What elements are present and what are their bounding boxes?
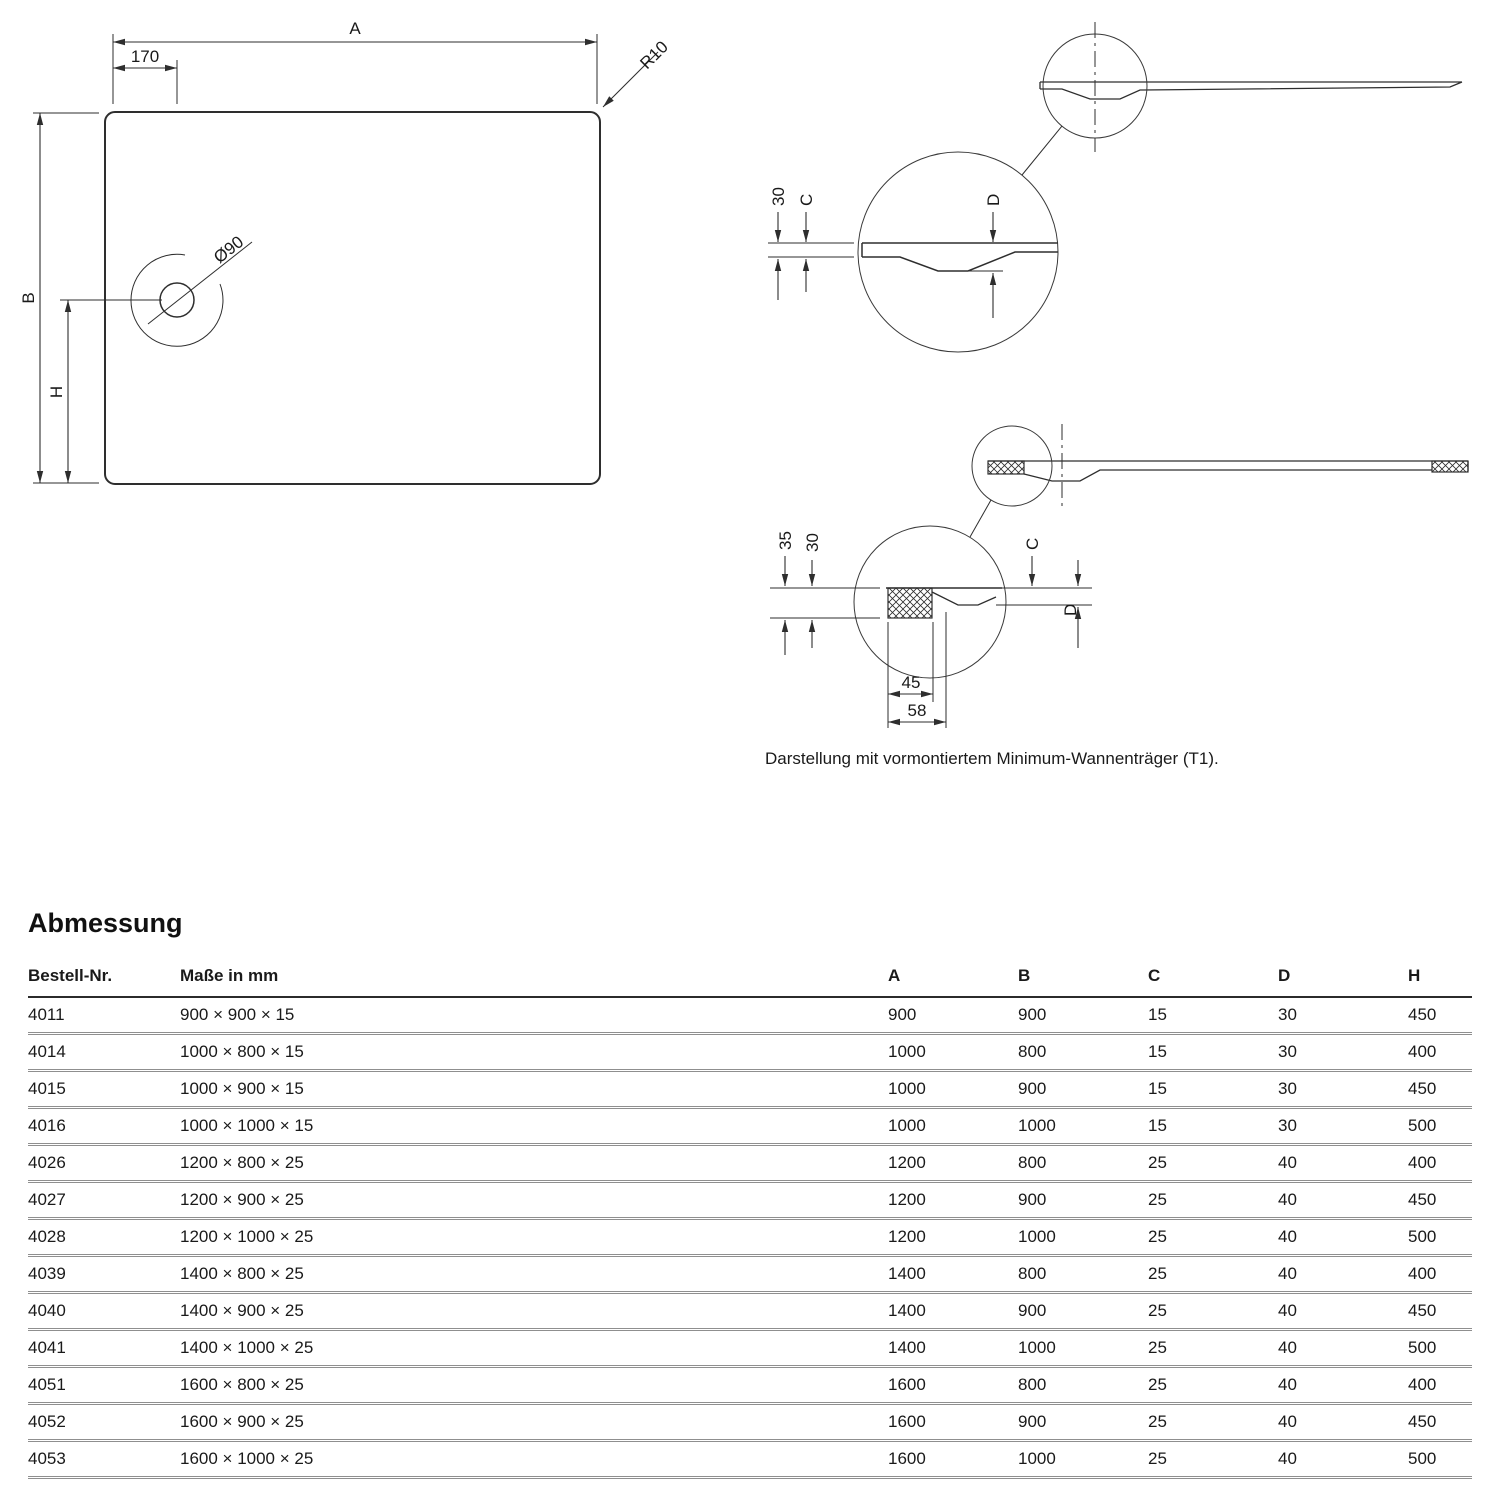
table-cell: 900: [1018, 1293, 1148, 1330]
table-row: [28, 1441, 1472, 1478]
dim-label-58: 58: [907, 701, 927, 720]
table-cell: 40: [1278, 1145, 1408, 1182]
table-cell: 15: [1148, 997, 1278, 1034]
table-cell: 4026: [28, 1145, 180, 1182]
section-view-top: [768, 22, 1462, 352]
dim-label-b: B: [19, 292, 38, 304]
table-cell: 800: [1018, 1256, 1148, 1293]
wannentraeger-block-right: [1432, 461, 1468, 472]
table-cell: 25: [1148, 1441, 1278, 1478]
table-cell: 25: [1148, 1145, 1278, 1182]
table-cell: 1400 × 900 × 25: [180, 1293, 888, 1330]
table-cell: 1600 × 900 × 25: [180, 1404, 888, 1441]
table-cell: 4011: [28, 997, 180, 1034]
dim-label-d: D: [984, 193, 1003, 206]
table-cell: 1200 × 1000 × 25: [180, 1219, 888, 1256]
table-cell: 1600: [888, 1441, 1018, 1478]
dim-label-h: H: [47, 385, 66, 399]
table-cell: 800: [1018, 1145, 1148, 1182]
detail-edge-profile: [862, 243, 1058, 271]
table-cell: 450: [1408, 1182, 1472, 1219]
col-header-masse: Maße in mm: [180, 966, 888, 997]
table-cell: 500: [1408, 1441, 1472, 1478]
table-cell: 1400 × 800 × 25: [180, 1256, 888, 1293]
table-cell: 1600: [888, 1367, 1018, 1404]
table-cell: 40: [1278, 1367, 1408, 1404]
dim2-label-d: D: [1061, 603, 1080, 616]
table-cell: 4014: [28, 1034, 180, 1071]
wannentraeger-block-left: [988, 461, 1024, 474]
table-cell: 40: [1278, 1330, 1408, 1367]
dim-label-c: C: [797, 193, 816, 206]
table-cell: 1000 × 900 × 15: [180, 1071, 888, 1108]
table-cell: 25: [1148, 1219, 1278, 1256]
table-cell: 800: [1018, 1034, 1148, 1071]
col-header-d: D: [1278, 966, 1408, 997]
detail-connector-line-2: [970, 500, 991, 537]
drain-diameter-label: Ø90: [210, 232, 248, 268]
dim-a-extension-lines: [113, 34, 597, 104]
table-cell: 30: [1278, 997, 1408, 1034]
table-cell: 40: [1278, 1256, 1408, 1293]
table-title: Abmessung: [28, 908, 183, 938]
dim-label-30: 30: [769, 187, 788, 206]
dimensions-table: [28, 966, 1472, 1479]
table-cell: 1200: [888, 1182, 1018, 1219]
table-cell: 30: [1278, 1108, 1408, 1145]
table-cell: 1200 × 900 × 25: [180, 1182, 888, 1219]
table-cell: 4040: [28, 1293, 180, 1330]
table-cell: 4052: [28, 1404, 180, 1441]
tray-outline: [105, 112, 600, 484]
table-row: [28, 1404, 1472, 1441]
table-row: [28, 1256, 1472, 1293]
dim-label-170: 170: [130, 47, 160, 66]
table-cell: 30: [1278, 1034, 1408, 1071]
col-header-a: A: [888, 966, 1018, 997]
table-row: [28, 1071, 1472, 1108]
table-cell: 4053: [28, 1441, 180, 1478]
drain-circle: [160, 283, 194, 317]
dim-b-extension-lines: [33, 113, 99, 483]
table-cell: 4015: [28, 1071, 180, 1108]
table-cell: 1200 × 800 × 25: [180, 1145, 888, 1182]
table-cell: 1400: [888, 1293, 1018, 1330]
table-row: [28, 1330, 1472, 1367]
table-cell: 450: [1408, 1404, 1472, 1441]
col-header-h: H: [1408, 966, 1472, 997]
table-cell: 400: [1408, 1256, 1472, 1293]
table-cell: 450: [1408, 997, 1472, 1034]
table-cell: 450: [1408, 1293, 1472, 1330]
table-cell: 400: [1408, 1367, 1472, 1404]
table-cell: 450: [1408, 1071, 1472, 1108]
table-body: [28, 997, 1472, 1478]
col-header-b: B: [1018, 966, 1148, 997]
table-cell: 15: [1148, 1108, 1278, 1145]
table-cell: 1200: [888, 1145, 1018, 1182]
col-header-bestell-nr: Bestell-Nr.: [28, 966, 180, 997]
table-cell: 1000: [888, 1108, 1018, 1145]
dim2-label-30: 30: [803, 533, 822, 552]
section-view-bottom: [770, 424, 1468, 728]
table-cell: 900: [1018, 1182, 1148, 1219]
table-row: [28, 1367, 1472, 1404]
detail-connector-line: [1022, 126, 1062, 175]
dim-label-a: A: [349, 19, 361, 38]
table-cell: 25: [1148, 1182, 1278, 1219]
table-cell: 4039: [28, 1256, 180, 1293]
table-cell: 25: [1148, 1256, 1278, 1293]
plan-view: [19, 19, 672, 484]
table-cell: 400: [1408, 1145, 1472, 1182]
table-row: [28, 1108, 1472, 1145]
table-cell: 4028: [28, 1219, 180, 1256]
table-cell: 25: [1148, 1330, 1278, 1367]
radius-label: R10: [636, 37, 672, 73]
table-cell: 25: [1148, 1293, 1278, 1330]
table-cell: 1000 × 1000 × 15: [180, 1108, 888, 1145]
table-cell: 25: [1148, 1367, 1278, 1404]
table-cell: 500: [1408, 1330, 1472, 1367]
table-cell: 25: [1148, 1404, 1278, 1441]
section2-bottom-line: [1024, 470, 1432, 481]
dim2-label-c: C: [1023, 537, 1042, 550]
detail2-tray-bottom: [932, 592, 996, 605]
table-row: [28, 1145, 1472, 1182]
table-cell: 15: [1148, 1071, 1278, 1108]
dim-label-35: 35: [776, 531, 795, 550]
table-cell: 4041: [28, 1330, 180, 1367]
table-cell: 4027: [28, 1182, 180, 1219]
dim-label-45: 45: [901, 673, 921, 692]
table-cell: 40: [1278, 1404, 1408, 1441]
table-cell: 1600 × 1000 × 25: [180, 1441, 888, 1478]
drawing-caption: Darstellung mit vormontiertem Minimum-Wannenträger (T1).: [765, 749, 1219, 768]
table-cell: 1000: [1018, 1441, 1148, 1478]
table-cell: 400: [1408, 1034, 1472, 1071]
table-cell: 1000: [1018, 1219, 1148, 1256]
table-cell: 1600 × 800 × 25: [180, 1367, 888, 1404]
table-cell: 1400: [888, 1256, 1018, 1293]
wannentraeger-block-detail: [888, 588, 932, 618]
table-row: [28, 1034, 1472, 1071]
table-cell: 30: [1278, 1071, 1408, 1108]
table-cell: 1000: [888, 1071, 1018, 1108]
dimensions-section: [28, 908, 1472, 1479]
table-cell: 15: [1148, 1034, 1278, 1071]
col-header-c: C: [1148, 966, 1278, 997]
table-cell: 1000: [1018, 1108, 1148, 1145]
table-cell: 1600: [888, 1404, 1018, 1441]
table-cell: 1400 × 1000 × 25: [180, 1330, 888, 1367]
table-cell: 500: [1408, 1219, 1472, 1256]
table-cell: 900: [1018, 997, 1148, 1034]
table-cell: 800: [1018, 1367, 1148, 1404]
table-cell: 900 × 900 × 15: [180, 997, 888, 1034]
table-cell: 40: [1278, 1219, 1408, 1256]
section-profile: [1040, 82, 1462, 99]
table-row: [28, 1219, 1472, 1256]
table-row: [28, 997, 1472, 1034]
table-cell: 4051: [28, 1367, 180, 1404]
table-cell: 900: [1018, 1404, 1148, 1441]
table-row: [28, 1182, 1472, 1219]
table-cell: 1200: [888, 1219, 1018, 1256]
table-cell: 40: [1278, 1293, 1408, 1330]
table-header-row: [28, 966, 1472, 997]
table-cell: 40: [1278, 1441, 1408, 1478]
table-cell: 900: [1018, 1071, 1148, 1108]
table-cell: 900: [888, 997, 1018, 1034]
table-cell: 40: [1278, 1182, 1408, 1219]
table-cell: 1000: [1018, 1330, 1148, 1367]
table-cell: 1000: [888, 1034, 1018, 1071]
table-cell: 1000 × 800 × 15: [180, 1034, 888, 1071]
table-cell: 500: [1408, 1108, 1472, 1145]
table-cell: 1400: [888, 1330, 1018, 1367]
table-cell: 4016: [28, 1108, 180, 1145]
table-row: [28, 1293, 1472, 1330]
